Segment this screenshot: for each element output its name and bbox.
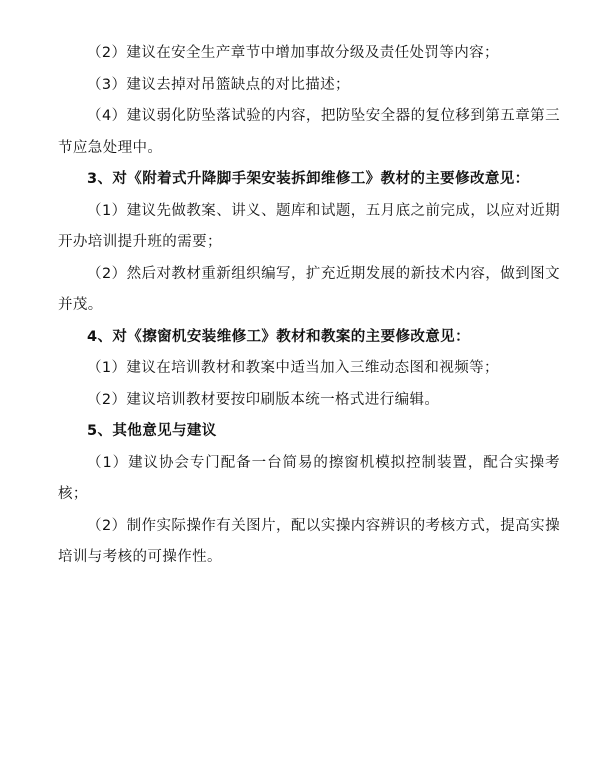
suggestion-item: （1）建议在培训教材和教案中适当加入三维动态图和视频等； [87,360,499,376]
suggestion-item: （2）建议在安全生产章节中增加事故分级及责任处罚等内容； [87,45,499,61]
suggestion-item: （3）建议去掉对吊篮缺点的对比描述； [87,76,350,93]
section-heading: 3、对《附着式升降脚手架安装拆卸维修工》教材的主要修改意见： [87,171,530,187]
section-heading: 5、其他意见与建议 [87,423,217,439]
suggestion-item: （4）建议弱化防坠落试验的内容，把防坠安全器的复位移到第五章第三节应急处理中。 [58,108,560,156]
section-heading: 4、对《擦窗机安装维修工》教材和教案的主要修改意见： [87,328,470,345]
suggestion-item: （1）建议协会专门配备一台简易的擦窗机模拟控制装置，配合实操考核； [58,454,560,502]
document-body [58,38,560,574]
suggestion-item: （1）建议先做教案、讲义、题库和试题，五月底之前完成，以应对近期开办培训提升班的需要； [58,202,560,250]
suggestion-item: （2）制作实际操作有关图片，配以实操内容辨识的考核方式，提高实操培训与考核的可操作性。 [58,517,560,565]
suggestion-item: （2）然后对教材重新组织编写，扩充近期发展的新技术内容，做到图文并茂。 [58,265,560,313]
suggestion-item: （2）建议培训教材要按印刷版本统一格式进行编辑。 [87,391,440,408]
